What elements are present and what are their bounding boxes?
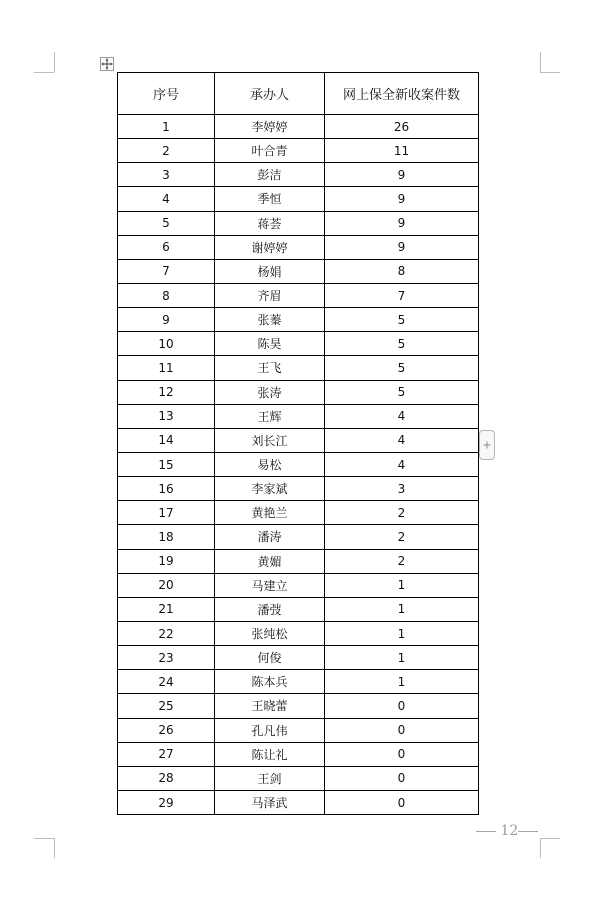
cell-case-count: 9 [325, 235, 479, 259]
table-row [118, 621, 479, 645]
cell-case-count: 0 [325, 766, 479, 790]
cell-index: 5 [118, 211, 215, 235]
table-row [118, 380, 479, 404]
cell-case-count: 2 [325, 501, 479, 525]
cell-index: 4 [118, 187, 215, 211]
cell-case-count: 4 [325, 428, 479, 452]
table-row [118, 477, 479, 501]
cell-index: 17 [118, 501, 215, 525]
table-row [118, 404, 479, 428]
cell-index: 29 [118, 790, 215, 814]
cell-index: 21 [118, 597, 215, 621]
table-row [118, 549, 479, 573]
cell-handler: 张纯松 [215, 621, 325, 645]
cell-case-count: 0 [325, 742, 479, 766]
table-row [118, 742, 479, 766]
cell-handler: 蒋荟 [215, 211, 325, 235]
cell-case-count: 4 [325, 404, 479, 428]
table-row [118, 718, 479, 742]
page-number-dash-left [476, 831, 496, 832]
header-index: 序号 [118, 73, 215, 115]
cell-handler: 王剑 [215, 766, 325, 790]
cell-case-count: 5 [325, 332, 479, 356]
cell-case-count: 3 [325, 477, 479, 501]
cell-index: 25 [118, 694, 215, 718]
cell-index: 1 [118, 115, 215, 139]
cell-index: 19 [118, 549, 215, 573]
cell-handler: 齐眉 [215, 283, 325, 307]
cell-case-count: 5 [325, 380, 479, 404]
cell-handler: 何俊 [215, 646, 325, 670]
table-row [118, 283, 479, 307]
cell-case-count: 5 [325, 308, 479, 332]
cell-handler: 黄艳兰 [215, 501, 325, 525]
cell-index: 11 [118, 356, 215, 380]
table-row [118, 235, 479, 259]
cell-case-count: 9 [325, 187, 479, 211]
cell-handler: 潘弢 [215, 597, 325, 621]
case-count-table [117, 72, 479, 815]
cell-case-count: 1 [325, 621, 479, 645]
cell-case-count: 2 [325, 525, 479, 549]
cell-case-count: 26 [325, 115, 479, 139]
table-row [118, 259, 479, 283]
cell-case-count: 4 [325, 452, 479, 476]
table-row [118, 790, 479, 814]
cell-handler: 陈本兵 [215, 670, 325, 694]
cell-handler: 孔凡伟 [215, 718, 325, 742]
table-row [118, 646, 479, 670]
cell-case-count: 1 [325, 646, 479, 670]
cell-handler: 陈让礼 [215, 742, 325, 766]
cell-case-count: 0 [325, 718, 479, 742]
table-row [118, 501, 479, 525]
table-row [118, 332, 479, 356]
cell-handler: 季恒 [215, 187, 325, 211]
cell-case-count: 0 [325, 694, 479, 718]
cell-index: 6 [118, 235, 215, 259]
table-row [118, 428, 479, 452]
page-number-dash-right [518, 831, 538, 832]
move-arrows-icon [101, 58, 113, 70]
cell-case-count: 1 [325, 670, 479, 694]
cell-index: 10 [118, 332, 215, 356]
table-row [118, 573, 479, 597]
cell-case-count: 9 [325, 211, 479, 235]
cell-index: 24 [118, 670, 215, 694]
cell-handler: 张涛 [215, 380, 325, 404]
cell-index: 20 [118, 573, 215, 597]
table-row [118, 525, 479, 549]
cell-handler: 王晓蕾 [215, 694, 325, 718]
cell-case-count: 7 [325, 283, 479, 307]
cell-handler: 王辉 [215, 404, 325, 428]
cell-index: 27 [118, 742, 215, 766]
cell-handler: 王飞 [215, 356, 325, 380]
table-row [118, 139, 479, 163]
cell-index: 14 [118, 428, 215, 452]
table-row [118, 187, 479, 211]
page-number [476, 823, 538, 839]
cell-handler: 陈昊 [215, 332, 325, 356]
cell-handler: 马泽武 [215, 790, 325, 814]
cell-handler: 彭洁 [215, 163, 325, 187]
cell-handler: 谢婷婷 [215, 235, 325, 259]
cell-case-count: 1 [325, 573, 479, 597]
add-row-button[interactable] [479, 430, 495, 460]
cell-handler: 张蓁 [215, 308, 325, 332]
table-row [118, 308, 479, 332]
cell-index: 15 [118, 452, 215, 476]
table-body [118, 115, 479, 815]
cell-handler: 李家斌 [215, 477, 325, 501]
cell-index: 28 [118, 766, 215, 790]
table-row [118, 670, 479, 694]
cell-case-count: 11 [325, 139, 479, 163]
table-row [118, 211, 479, 235]
cell-handler: 杨娟 [215, 259, 325, 283]
cell-handler: 叶合青 [215, 139, 325, 163]
plus-icon [483, 441, 491, 449]
cell-index: 3 [118, 163, 215, 187]
cell-handler: 李婷婷 [215, 115, 325, 139]
cell-index: 7 [118, 259, 215, 283]
header-handler: 承办人 [215, 73, 325, 115]
cell-index: 16 [118, 477, 215, 501]
cell-index: 18 [118, 525, 215, 549]
cell-case-count: 8 [325, 259, 479, 283]
table-header-row [118, 73, 479, 115]
cell-case-count: 5 [325, 356, 479, 380]
cell-case-count: 2 [325, 549, 479, 573]
table-row [118, 163, 479, 187]
cell-handler: 黄媚 [215, 549, 325, 573]
cell-index: 13 [118, 404, 215, 428]
table-row [118, 452, 479, 476]
header-case-count: 网上保全新收案件数 [325, 73, 479, 115]
cell-index: 22 [118, 621, 215, 645]
cell-index: 9 [118, 308, 215, 332]
cell-index: 2 [118, 139, 215, 163]
table-row [118, 597, 479, 621]
table-row [118, 115, 479, 139]
cell-handler: 易松 [215, 452, 325, 476]
cell-case-count: 1 [325, 597, 479, 621]
cell-case-count: 9 [325, 163, 479, 187]
table-move-handle[interactable] [100, 57, 114, 71]
cell-handler: 马建立 [215, 573, 325, 597]
cell-index: 8 [118, 283, 215, 307]
cell-index: 12 [118, 380, 215, 404]
cell-case-count: 0 [325, 790, 479, 814]
cell-index: 26 [118, 718, 215, 742]
table-row [118, 356, 479, 380]
cell-handler: 刘长江 [215, 428, 325, 452]
page-number-text: 12 [500, 823, 519, 839]
cell-index: 23 [118, 646, 215, 670]
table-row [118, 694, 479, 718]
cell-handler: 潘涛 [215, 525, 325, 549]
table-row [118, 766, 479, 790]
